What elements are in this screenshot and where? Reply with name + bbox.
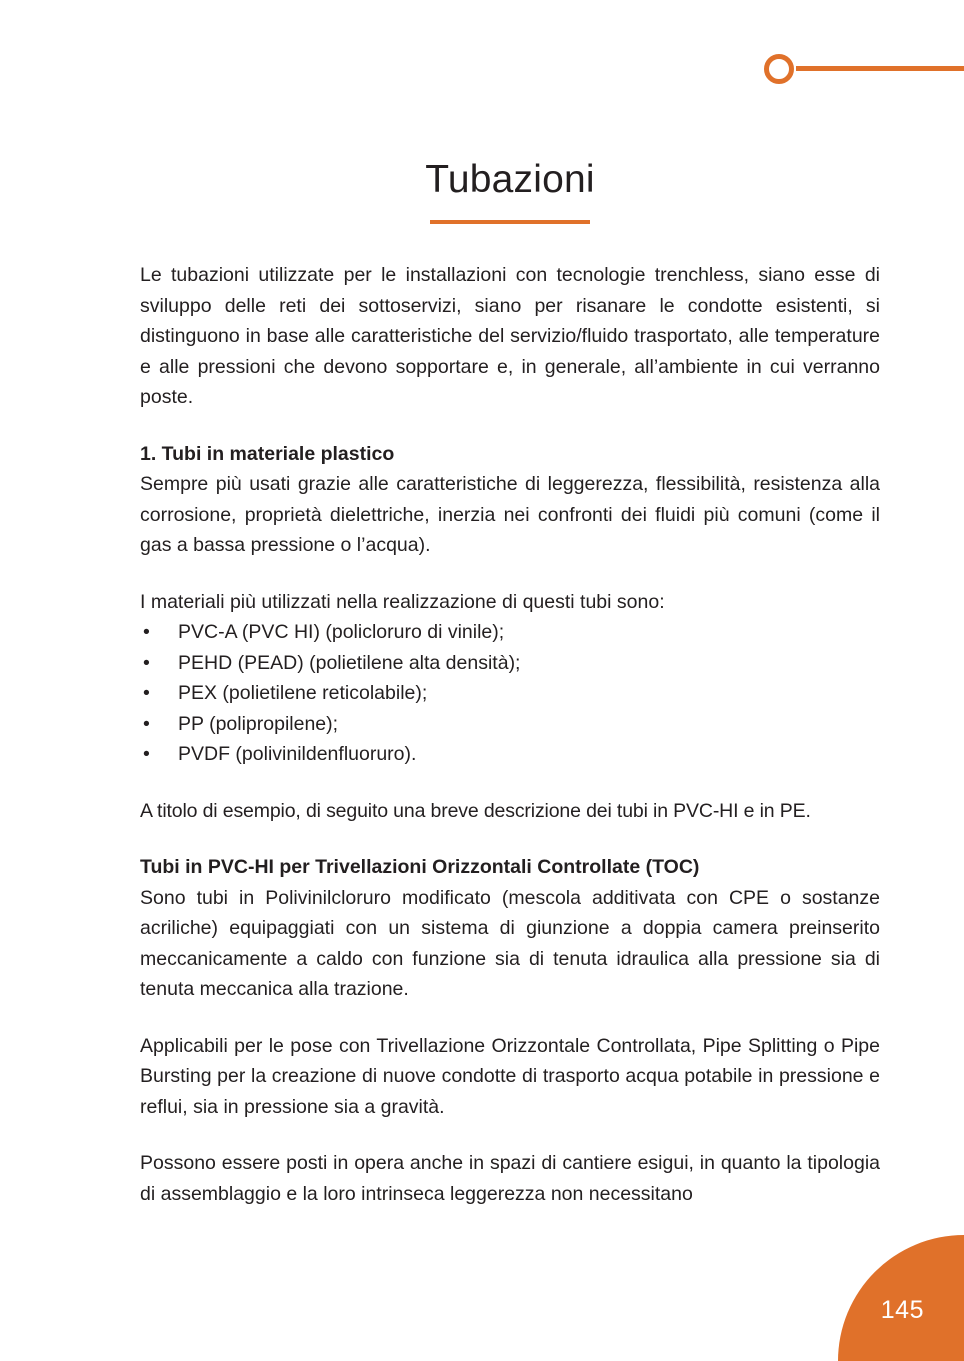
spacer <box>140 826 880 852</box>
example-note: A titolo di esempio, di seguito una breve descrizione dei tubi in PVC-HI e in PE. <box>140 799 811 822</box>
toc-paragraph-1: Sono tubi in Polivinilcloruro modificato (mescola additivata con CPE o sostanze acriliche) equipaggiati con un sistema di giunzione a doppia camera preinserito meccanicamente a caldo con funzione sia di tenuta idraulica alla pressione sia di tenuta meccanica alla trazione. <box>140 886 880 1000</box>
list-item <box>140 739 880 770</box>
toc-paragraph-2: Applicabili per le pose con Trivellazione Orizzontale Controllata, Pipe Splitting o Pipe Bursting per la creazione di nuove condotte di trasporto acqua potabile in pressione e reflui, sia in pressione sia a gravità. <box>140 1034 880 1118</box>
page-content <box>140 0 880 1209</box>
page-title: Tubazioni <box>425 158 595 201</box>
list-item-label: PVC-A (PVC HI) (policloruro di vinile); <box>178 621 505 643</box>
intro-paragraph: Le tubazioni utilizzate per le installazioni con tecnologie trenchless, siano esse di sviluppo delle reti dei sottoservizi, siano per risanare le condotte esistenti, si distinguono in base alle caratteristiche del servizio/fluido trasportato, alle temperature e alle pressioni che devono sopportare e, in generale, all’ambiente in cui verranno poste. <box>140 264 880 408</box>
title-underline <box>430 220 590 224</box>
spacer <box>140 1122 880 1148</box>
spacer <box>140 1005 880 1031</box>
page-number: 145 <box>880 1296 924 1324</box>
bullet-icon: • <box>143 621 150 643</box>
materials-lead-in: I materiali più utilizzati nella realizzazione di questi tubi sono: <box>140 590 665 613</box>
list-item <box>140 709 880 740</box>
section-heading-plastic: 1. Tubi in materiale plastico <box>140 442 395 465</box>
section-paragraph-plastic: Sempre più usati grazie alle caratteristiche di leggerezza, flessibilità, resistenza alla corrosione, proprietà dielettriche, inerzia nei confronti dei fluidi più comuni (come il gas a bassa pressione o l’acqua). <box>140 473 880 556</box>
list-item <box>140 617 880 648</box>
materials-list <box>140 617 880 770</box>
section-heading-toc: Tubi in PVC-HI per Trivellazioni Orizzontali Controllate (TOC) <box>140 856 700 878</box>
spacer <box>140 770 880 796</box>
list-item-label: PVDF (polivinildenfluoruro). <box>178 743 417 765</box>
list-item <box>140 648 880 679</box>
toc-paragraph-3: Possono essere posti in opera anche in spazi di cantiere esigui, in quanto la tipologia di assemblaggio e la loro intrinseca leggerezza non necessitano <box>140 1152 880 1205</box>
bullet-icon: • <box>143 682 150 704</box>
bullet-icon: • <box>143 743 150 765</box>
list-item-label: PEHD (PEAD) (polietilene alta densità); <box>178 651 521 674</box>
list-item <box>140 678 880 709</box>
bullet-icon: • <box>143 712 150 735</box>
spacer <box>140 561 880 587</box>
bullet-icon: • <box>143 651 150 674</box>
spacer <box>140 413 880 439</box>
list-item-label: PEX (polietilene reticolabile); <box>178 682 428 704</box>
list-item-label: PP (polipropilene); <box>178 712 339 735</box>
